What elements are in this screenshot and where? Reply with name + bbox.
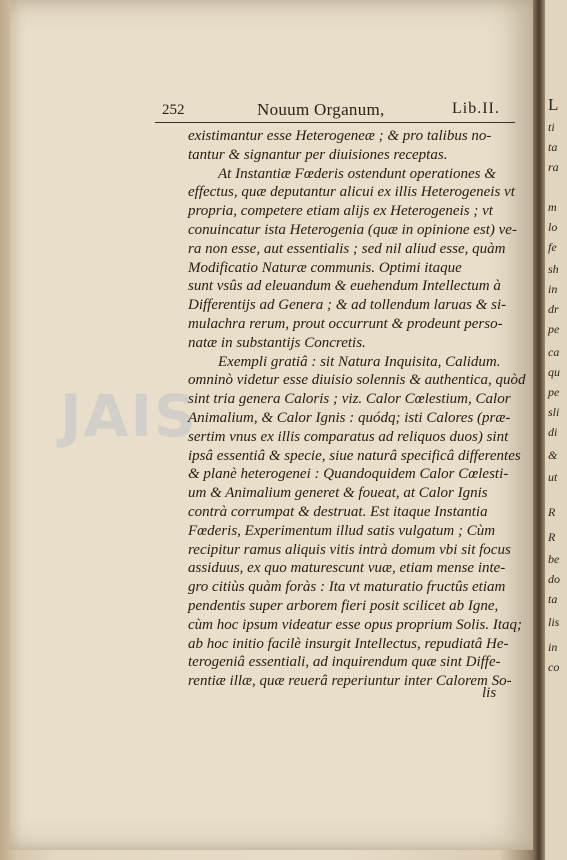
next-page-fragment: & xyxy=(548,448,558,462)
text-line: terogeniâ essentiali, ad inquirendum quæ sint Diffe- xyxy=(188,654,501,671)
text-line: pendentis super arborem fieri posit scilicet ab Igne, xyxy=(188,598,499,614)
text-line: Fœderis, Experimentum illud satis vulgatum ; Cùm xyxy=(188,522,496,539)
next-page-fragment: ca xyxy=(548,345,560,359)
text-line: Animalium, & Calor Ignis : quódq; isti Calores (præ- xyxy=(188,410,511,426)
text-line: omninò videtur esse diuisio solennis & authentica, quòd xyxy=(188,372,526,389)
watermark: JAIS xyxy=(60,382,198,450)
text-line: tantur & signantur per diuisiones receptas. xyxy=(188,146,448,163)
text-line: mulachra rerum, prout occurrunt & prodeunt perso- xyxy=(188,316,503,332)
next-page-fragment: R xyxy=(548,530,556,544)
next-page-fragment: m xyxy=(548,200,557,214)
next-page-fragment: ut xyxy=(548,470,558,484)
next-page-fragment: be xyxy=(548,552,560,566)
text-line: Differentijs ad Genera ; & ad tollendum laruas & si- xyxy=(188,297,507,314)
next-page-fragment: ra xyxy=(548,160,559,174)
text-line: At Instantiæ Fœderis ostendunt operationes & xyxy=(218,165,496,182)
text-line: sint tria genera Caloris ; viz. Calor Cœlestium, Calor xyxy=(188,391,511,408)
next-page-fragment: dr xyxy=(548,302,559,316)
next-page-fragment: R xyxy=(548,505,556,519)
next-page-fragment: sh xyxy=(548,262,559,276)
text-line: gro citiùs quàm foràs : Ita vt maturatio fructûs etiam xyxy=(188,579,506,596)
page-number: 252 xyxy=(162,102,185,118)
text-line: ab hoc initio facilè insurgit Intellectus, repudiatâ He- xyxy=(188,635,509,652)
text-line: Exempli gratiâ : sit Natura Inquisita, Calidum. xyxy=(218,353,501,370)
next-page-fragment: in xyxy=(548,282,558,296)
next-page-fragment: qu xyxy=(548,365,560,379)
text-line: contrà corrumpat & destruat. Est itaque Instantia xyxy=(188,504,488,520)
text-line: natæ in substantijs Concretis. xyxy=(188,334,366,351)
text-line: effectus, quæ deputantur alicui ex illis Heterogeneis vt xyxy=(188,184,515,201)
next-page-fragment: co xyxy=(548,660,560,674)
text-line: ra non esse, aut essentialis ; sed nil aliud esse, quàm xyxy=(188,240,506,257)
next-page-fragment: L xyxy=(548,95,559,114)
catchword: lis xyxy=(482,685,497,701)
next-page-fragment: fe xyxy=(548,240,557,254)
text-line: existimantur esse Heterogeneæ ; & pro talibus no- xyxy=(188,128,492,144)
next-page-edge xyxy=(545,0,567,860)
next-page-fragment: ti xyxy=(548,120,555,134)
next-page-fragment: ta xyxy=(548,592,558,606)
text-line: sertim vnus ex illis comparatus ad reliquos duos) sint xyxy=(188,428,509,445)
text-line: & planè heterogenei : Quandoquidem Calor Cœlesti- xyxy=(188,466,509,483)
next-page-fragment: ta xyxy=(548,140,558,154)
text-line: um & Animalium generet & foueat, at Calor Ignis xyxy=(188,485,488,502)
next-page-fragment: lo xyxy=(548,220,558,234)
next-page-fragment: pe xyxy=(548,322,560,336)
text-line: sunt vsûs ad eleuandum & euehendum Intellectum à xyxy=(188,278,501,295)
text-line: propria, competere etiam alijs ex Heterogeneis ; vt xyxy=(188,203,493,220)
next-page-fragment: di xyxy=(548,425,558,439)
text-line: assiduus, ex quo maturescunt vuæ, etiam mense inte- xyxy=(188,560,506,577)
book-label: Lib.II. xyxy=(452,100,500,117)
next-page-fragment: in xyxy=(548,640,558,654)
next-page-fragment: pe xyxy=(548,385,560,399)
text-line: rentiæ illæ, quæ reuerâ reperiuntur inter Calorem So- xyxy=(188,673,512,690)
next-page-fragment: do xyxy=(548,572,560,586)
next-page-fragment: lis xyxy=(548,615,560,629)
text-line: recipitur ramus aliquis vitis intrà domum vbi sit focus xyxy=(188,541,511,558)
book-gutter xyxy=(533,0,545,860)
text-line: cùm hoc ipsum videatur esse opus proprium Solis. Itaq; xyxy=(188,616,522,633)
text-line: Modificatio Naturæ communis. Optimi itaque xyxy=(188,259,462,276)
running-title: Nouum Organum, xyxy=(257,100,385,119)
text-line: conuincatur ista Heterogenia (quæ in opinione est) ve- xyxy=(188,222,517,238)
text-line: ipsâ essentiâ & specie, siue naturâ specificâ differentes xyxy=(188,447,521,464)
next-page-fragment: sli xyxy=(548,405,560,419)
